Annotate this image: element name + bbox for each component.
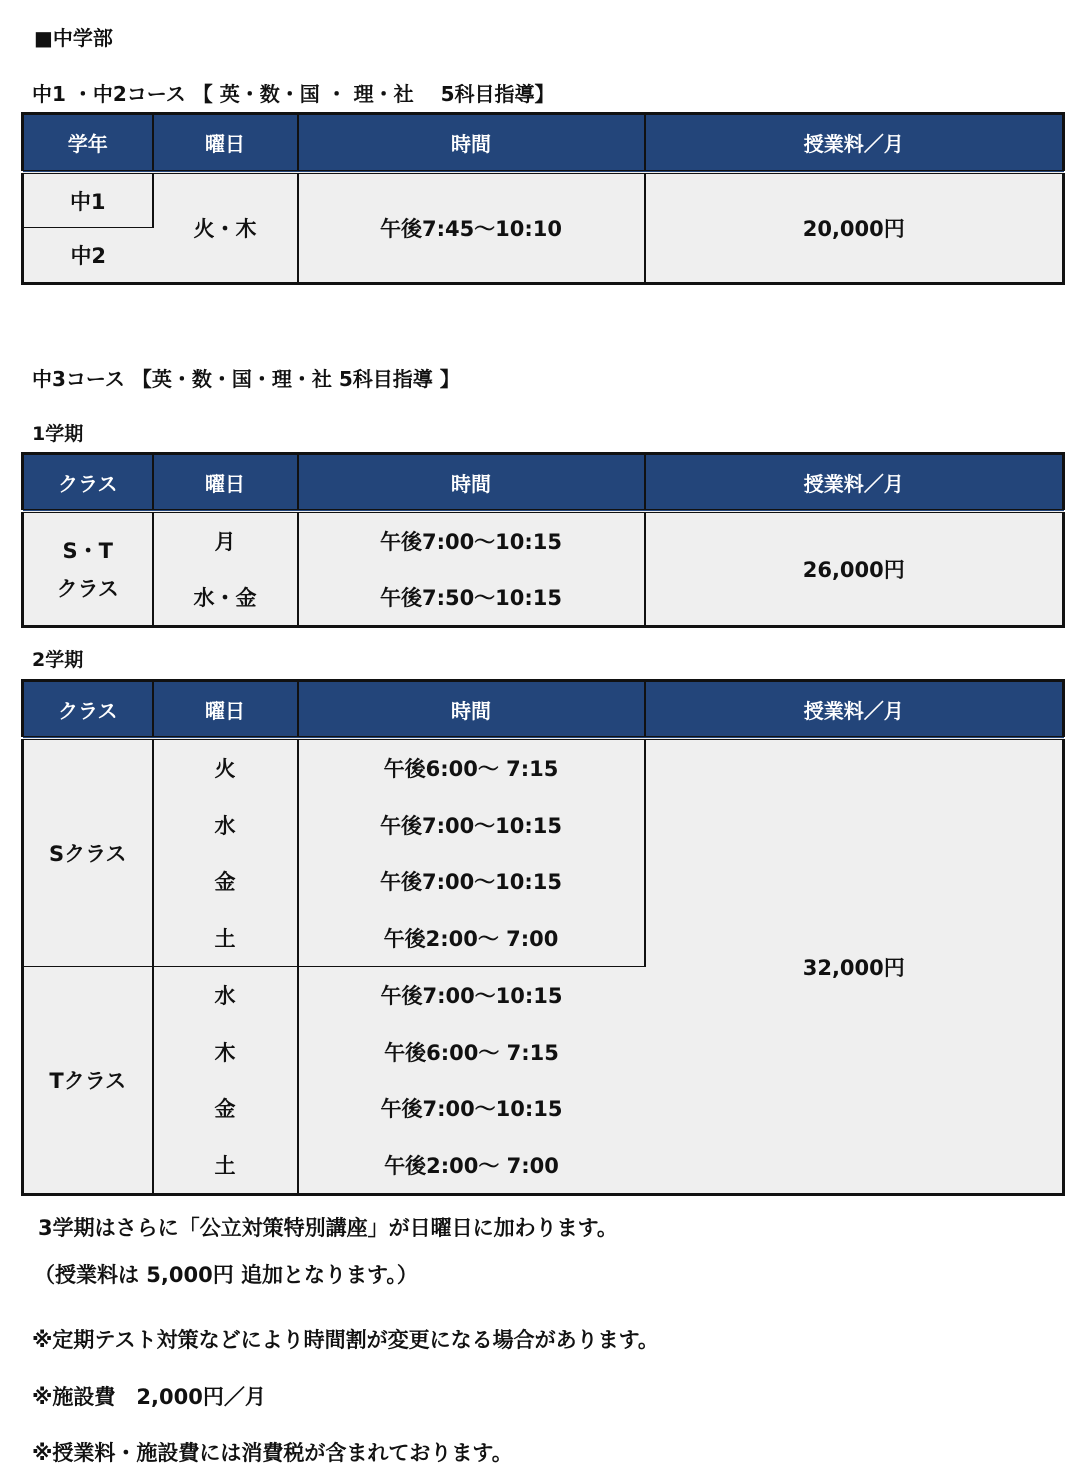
term1-label: 1学期 <box>32 423 84 445</box>
time-cell: 午後7:45～10:10 <box>298 172 645 284</box>
header-day: 曜日 <box>153 454 298 512</box>
course12-title: 中1 ・中2コース 【 英・数・国 ・ 理・社 5科目指導】 <box>32 82 555 106</box>
header-day: 曜日 <box>153 114 298 172</box>
day-cell <box>153 738 298 967</box>
term2-label: 2学期 <box>32 649 84 671</box>
time-value: 午後7:00～10:15 <box>379 870 563 895</box>
class-name-line2: クラス <box>56 577 119 601</box>
class-name-line1: S・T <box>62 539 113 563</box>
time-value: 午後7:50～10:15 <box>379 586 563 610</box>
table-row <box>23 738 1064 967</box>
fee-cell: 26,000円 <box>645 511 1064 627</box>
day-cell: 火・木 <box>153 172 298 284</box>
time-value: 午後6:00～ 7:15 <box>383 757 559 782</box>
term3-note-line1: 3学期はさらに「公立対策特別講座」が日曜日に加わります。 <box>38 1216 618 1240</box>
day-value: 月 <box>214 530 236 554</box>
time-value: 午後7:00～10:15 <box>380 984 563 1009</box>
header-time: 時間 <box>298 114 645 172</box>
section-heading: ■中学部 <box>34 26 113 50</box>
time-value: 午後7:00～10:15 <box>379 530 563 554</box>
header-time: 時間 <box>298 454 645 512</box>
time-value: 午後2:00～ 7:00 <box>383 926 559 951</box>
day-value: 金 <box>214 870 236 895</box>
header-class: クラス <box>23 681 153 739</box>
class-cell: Tクラス <box>23 967 153 1195</box>
day-cell <box>153 967 298 1195</box>
schedule-change-note: ※定期テスト対策などにより時間割が変更になる場合があります。 <box>32 1328 659 1352</box>
header-day: 曜日 <box>153 681 298 739</box>
class-cell: Sクラス <box>23 738 153 967</box>
table-header-row <box>23 681 1064 739</box>
time-value: 午後2:00～ 7:00 <box>384 1153 559 1178</box>
table-header-row <box>23 114 1064 172</box>
header-fee: 授業料／月 <box>645 114 1064 172</box>
day-value: 土 <box>214 1153 236 1178</box>
term2-table <box>21 679 1065 1196</box>
header-fee: 授業料／月 <box>645 454 1064 512</box>
day-value: 火 <box>214 757 236 782</box>
day-value: 水 <box>214 984 236 1009</box>
header-time: 時間 <box>298 681 645 739</box>
table-row <box>23 511 1064 627</box>
course3-title: 中3コース 【英・数・国・理・社 5科目指導 】 <box>32 367 460 391</box>
time-cell <box>298 967 645 1195</box>
class-cell <box>23 511 153 627</box>
time-value: 午後7:00～10:15 <box>379 813 563 838</box>
day-value: 土 <box>214 926 236 951</box>
day-value: 水・金 <box>193 586 257 610</box>
term3-note-line2: （授業料は 5,000円 追加となります。） <box>34 1263 418 1287</box>
fee-cell: 20,000円 <box>645 172 1064 284</box>
table-row <box>23 172 1064 228</box>
header-fee: 授業料／月 <box>645 681 1064 739</box>
table-header-row <box>23 454 1064 512</box>
day-value: 木 <box>214 1040 236 1065</box>
time-cell <box>298 738 645 967</box>
time-cell <box>298 511 645 627</box>
facility-fee-note: ※施設費 2,000円／月 <box>32 1385 266 1409</box>
day-value: 水 <box>214 813 236 838</box>
header-class: クラス <box>23 454 153 512</box>
grade-cell: 中1 <box>23 172 153 228</box>
term1-table <box>21 452 1065 628</box>
fee-cell: 32,000円 <box>645 738 1064 1195</box>
time-value: 午後6:00～ 7:15 <box>384 1040 559 1065</box>
time-value: 午後7:00～10:15 <box>380 1097 563 1122</box>
grade-cell: 中2 <box>23 228 153 284</box>
tax-note: ※授業料・施設費には消費税が含まれております。 <box>32 1441 513 1465</box>
day-cell <box>153 511 298 627</box>
day-value: 金 <box>214 1097 236 1122</box>
course12-table <box>21 112 1065 285</box>
header-grade: 学年 <box>23 114 153 172</box>
